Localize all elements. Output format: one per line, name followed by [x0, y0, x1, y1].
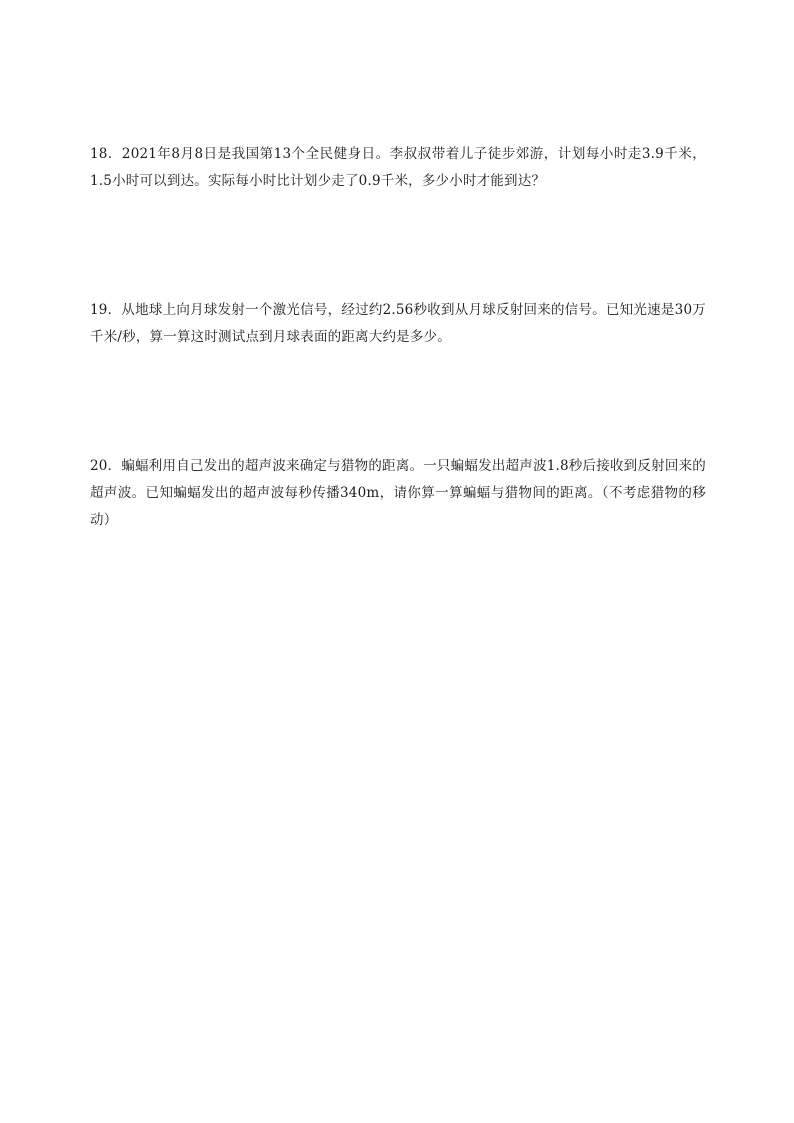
question-number: 19． — [90, 302, 122, 318]
question-text: 从地球上向月球发射一个激光信号，经过约2.56秒收到从月球反射回来的信号。已知光速是30万千米/秒，算一算这时测试点到月球表面的距离大约是多少。 — [90, 302, 706, 345]
question-19 — [90, 297, 706, 351]
question-number: 18． — [90, 146, 122, 162]
question-18 — [90, 141, 706, 195]
question-number: 20． — [90, 458, 122, 474]
question-text: 2021年8月8日是我国第13个全民健身日。李叔叔带着儿子徒步郊游，计划每小时走3.9千米，1.5小时可以到达。实际每小时比计划少走了0.9千米，多少小时才能到达？ — [90, 146, 706, 189]
question-text: 蝙蝠利用自己发出的超声波来确定与猎物的距离。一只蝙蝠发出超声波1.8秒后接收到反射回来的超声波。已知蝙蝠发出的超声波每秒传播340m，请你算一算蝙蝠与猎物间的距离。（不考虑猎物的移动） — [90, 458, 706, 528]
question-20 — [90, 453, 706, 534]
